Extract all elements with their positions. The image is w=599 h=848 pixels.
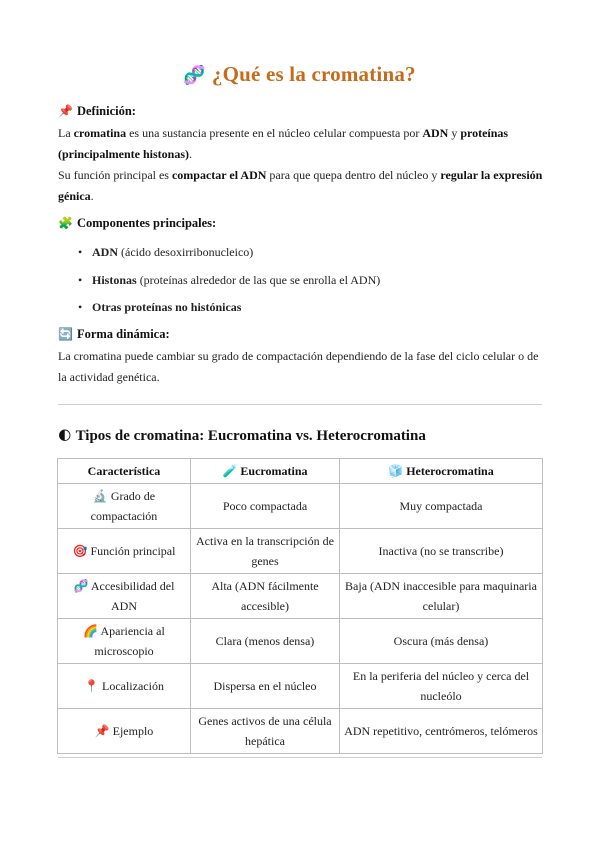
row-label-cell xyxy=(58,664,191,709)
componentes-heading xyxy=(58,216,216,231)
heterocromatina-cell: Oscura (más densa) xyxy=(340,619,543,664)
list-item-bold: Otras proteínas no histónicas xyxy=(92,300,242,314)
target-icon: 🎯 xyxy=(72,544,88,558)
puzzle-icon: 🧩 xyxy=(58,216,73,230)
comparison-table xyxy=(57,458,543,754)
eucromatina-cell: Activa en la transcripción de genes xyxy=(191,529,340,574)
heterocromatina-cell: ADN repetitivo, centrómeros, telómeros xyxy=(340,709,543,754)
forma-heading xyxy=(58,327,170,342)
page-title-text: ¿Qué es la cromatina? xyxy=(211,62,416,86)
bold-term: proteínas xyxy=(460,126,509,140)
eucromatina-cell: Dispersa en el núcleo xyxy=(191,664,340,709)
table-header-row xyxy=(58,459,543,484)
list-item xyxy=(58,243,538,271)
header-label: Eucromatina xyxy=(240,464,308,478)
heterocromatina-cell: Inactiva (no se transcribe) xyxy=(340,529,543,574)
header-label: Característica xyxy=(87,464,161,478)
page-title xyxy=(0,62,599,87)
divider xyxy=(58,757,542,758)
row-label-cell xyxy=(58,529,191,574)
componentes-list xyxy=(58,243,538,326)
heterocromatina-cell: Baja (ADN inaccesible para maquinaria celular) xyxy=(340,574,543,619)
eucromatina-cell: Poco compactada xyxy=(191,484,340,529)
tipos-heading xyxy=(58,428,426,445)
header-caracteristica xyxy=(58,459,191,484)
row-label: Apariencia al microscopio xyxy=(94,624,165,658)
list-item-bold: Histonas xyxy=(92,272,137,287)
row-label-cell xyxy=(58,619,191,664)
bold-term: cromatina xyxy=(73,126,127,140)
header-label: Heterocromatina xyxy=(406,464,494,478)
forma-paragraph: La cromatina puede cambiar su grado de compactación dependiendo de la fase del ciclo celular o de la actividad genética. xyxy=(58,349,539,384)
divider xyxy=(58,404,542,405)
header-heterocromatina xyxy=(340,459,543,484)
row-label: Grado de compactación xyxy=(90,489,158,523)
text-run: . xyxy=(189,147,193,161)
microscope-icon: 🔬 xyxy=(92,489,108,503)
componentes-heading-text: Componentes principales: xyxy=(76,216,217,230)
bold-term: ADN xyxy=(422,126,449,140)
table-row xyxy=(58,709,543,754)
row-label: Función principal xyxy=(90,544,176,558)
table-row xyxy=(58,484,543,529)
definicion-heading xyxy=(58,104,136,119)
eucromatina-cell: Genes activos de una célula hepática xyxy=(191,709,340,754)
heterocromatina-cell: Muy compactada xyxy=(340,484,543,529)
table-row xyxy=(58,529,543,574)
row-label-cell xyxy=(58,484,191,529)
list-item-text: (proteínas alrededor de las que se enrolla el ADN) xyxy=(136,272,381,287)
text-run: y xyxy=(448,126,461,140)
list-item-text: (ácido desoxirribonucleico) xyxy=(118,245,254,259)
forma-heading-text: Forma dinámica: xyxy=(76,327,170,341)
rainbow-icon: 🌈 xyxy=(83,624,99,638)
list-item xyxy=(58,298,538,326)
ice-cube-icon: 🧊 xyxy=(388,464,404,478)
text-run: La xyxy=(58,126,74,140)
heterocromatina-cell: En la periferia del núcleo y cerca del nucleólo xyxy=(340,664,543,709)
text-run: es una sustancia presente en el núcleo celular compuesta por xyxy=(126,126,423,140)
test-tube-icon: 🧪 xyxy=(222,464,238,478)
definicion-paragraph-1 xyxy=(58,123,548,165)
cycle-arrows-icon: 🔄 xyxy=(58,327,73,341)
tipos-heading-text: Tipos de cromatina: Eucromatina vs. Heterocromatina xyxy=(75,428,426,444)
row-label: Ejemplo xyxy=(112,724,154,738)
dna-icon: 🧬 xyxy=(73,579,89,593)
table-row xyxy=(58,619,543,664)
bold-term: compactar el ADN xyxy=(171,168,267,182)
row-label-cell xyxy=(58,709,191,754)
bold-term: (principalmente histonas) xyxy=(58,147,190,161)
text-run: para que quepa dentro del núcleo y xyxy=(266,168,441,182)
bold-term: regular la expresión génica xyxy=(58,168,543,203)
round-pin-icon: 📍 xyxy=(84,679,99,693)
dna-icon: 🧬 xyxy=(183,65,206,86)
table-row xyxy=(58,664,543,709)
pushpin-icon: 📌 xyxy=(58,104,73,118)
table-row xyxy=(58,574,543,619)
text-run: . xyxy=(90,189,94,203)
row-label: Accesibilidad del ADN xyxy=(90,579,175,613)
text-run: Su función principal es xyxy=(58,168,172,182)
list-item-bold: ADN xyxy=(92,245,118,259)
row-label-cell xyxy=(58,574,191,619)
header-eucromatina xyxy=(191,459,340,484)
eucromatina-cell: Clara (menos densa) xyxy=(191,619,340,664)
eucromatina-cell: Alta (ADN fácilmente accesible) xyxy=(191,574,340,619)
list-item xyxy=(58,271,538,299)
half-moon-icon: 🌓 xyxy=(58,429,72,444)
pushpin-icon: 📌 xyxy=(94,724,110,738)
row-label: Localización xyxy=(101,679,164,693)
definicion-paragraph-2 xyxy=(58,165,548,207)
definicion-heading-text: Definición: xyxy=(76,104,136,118)
